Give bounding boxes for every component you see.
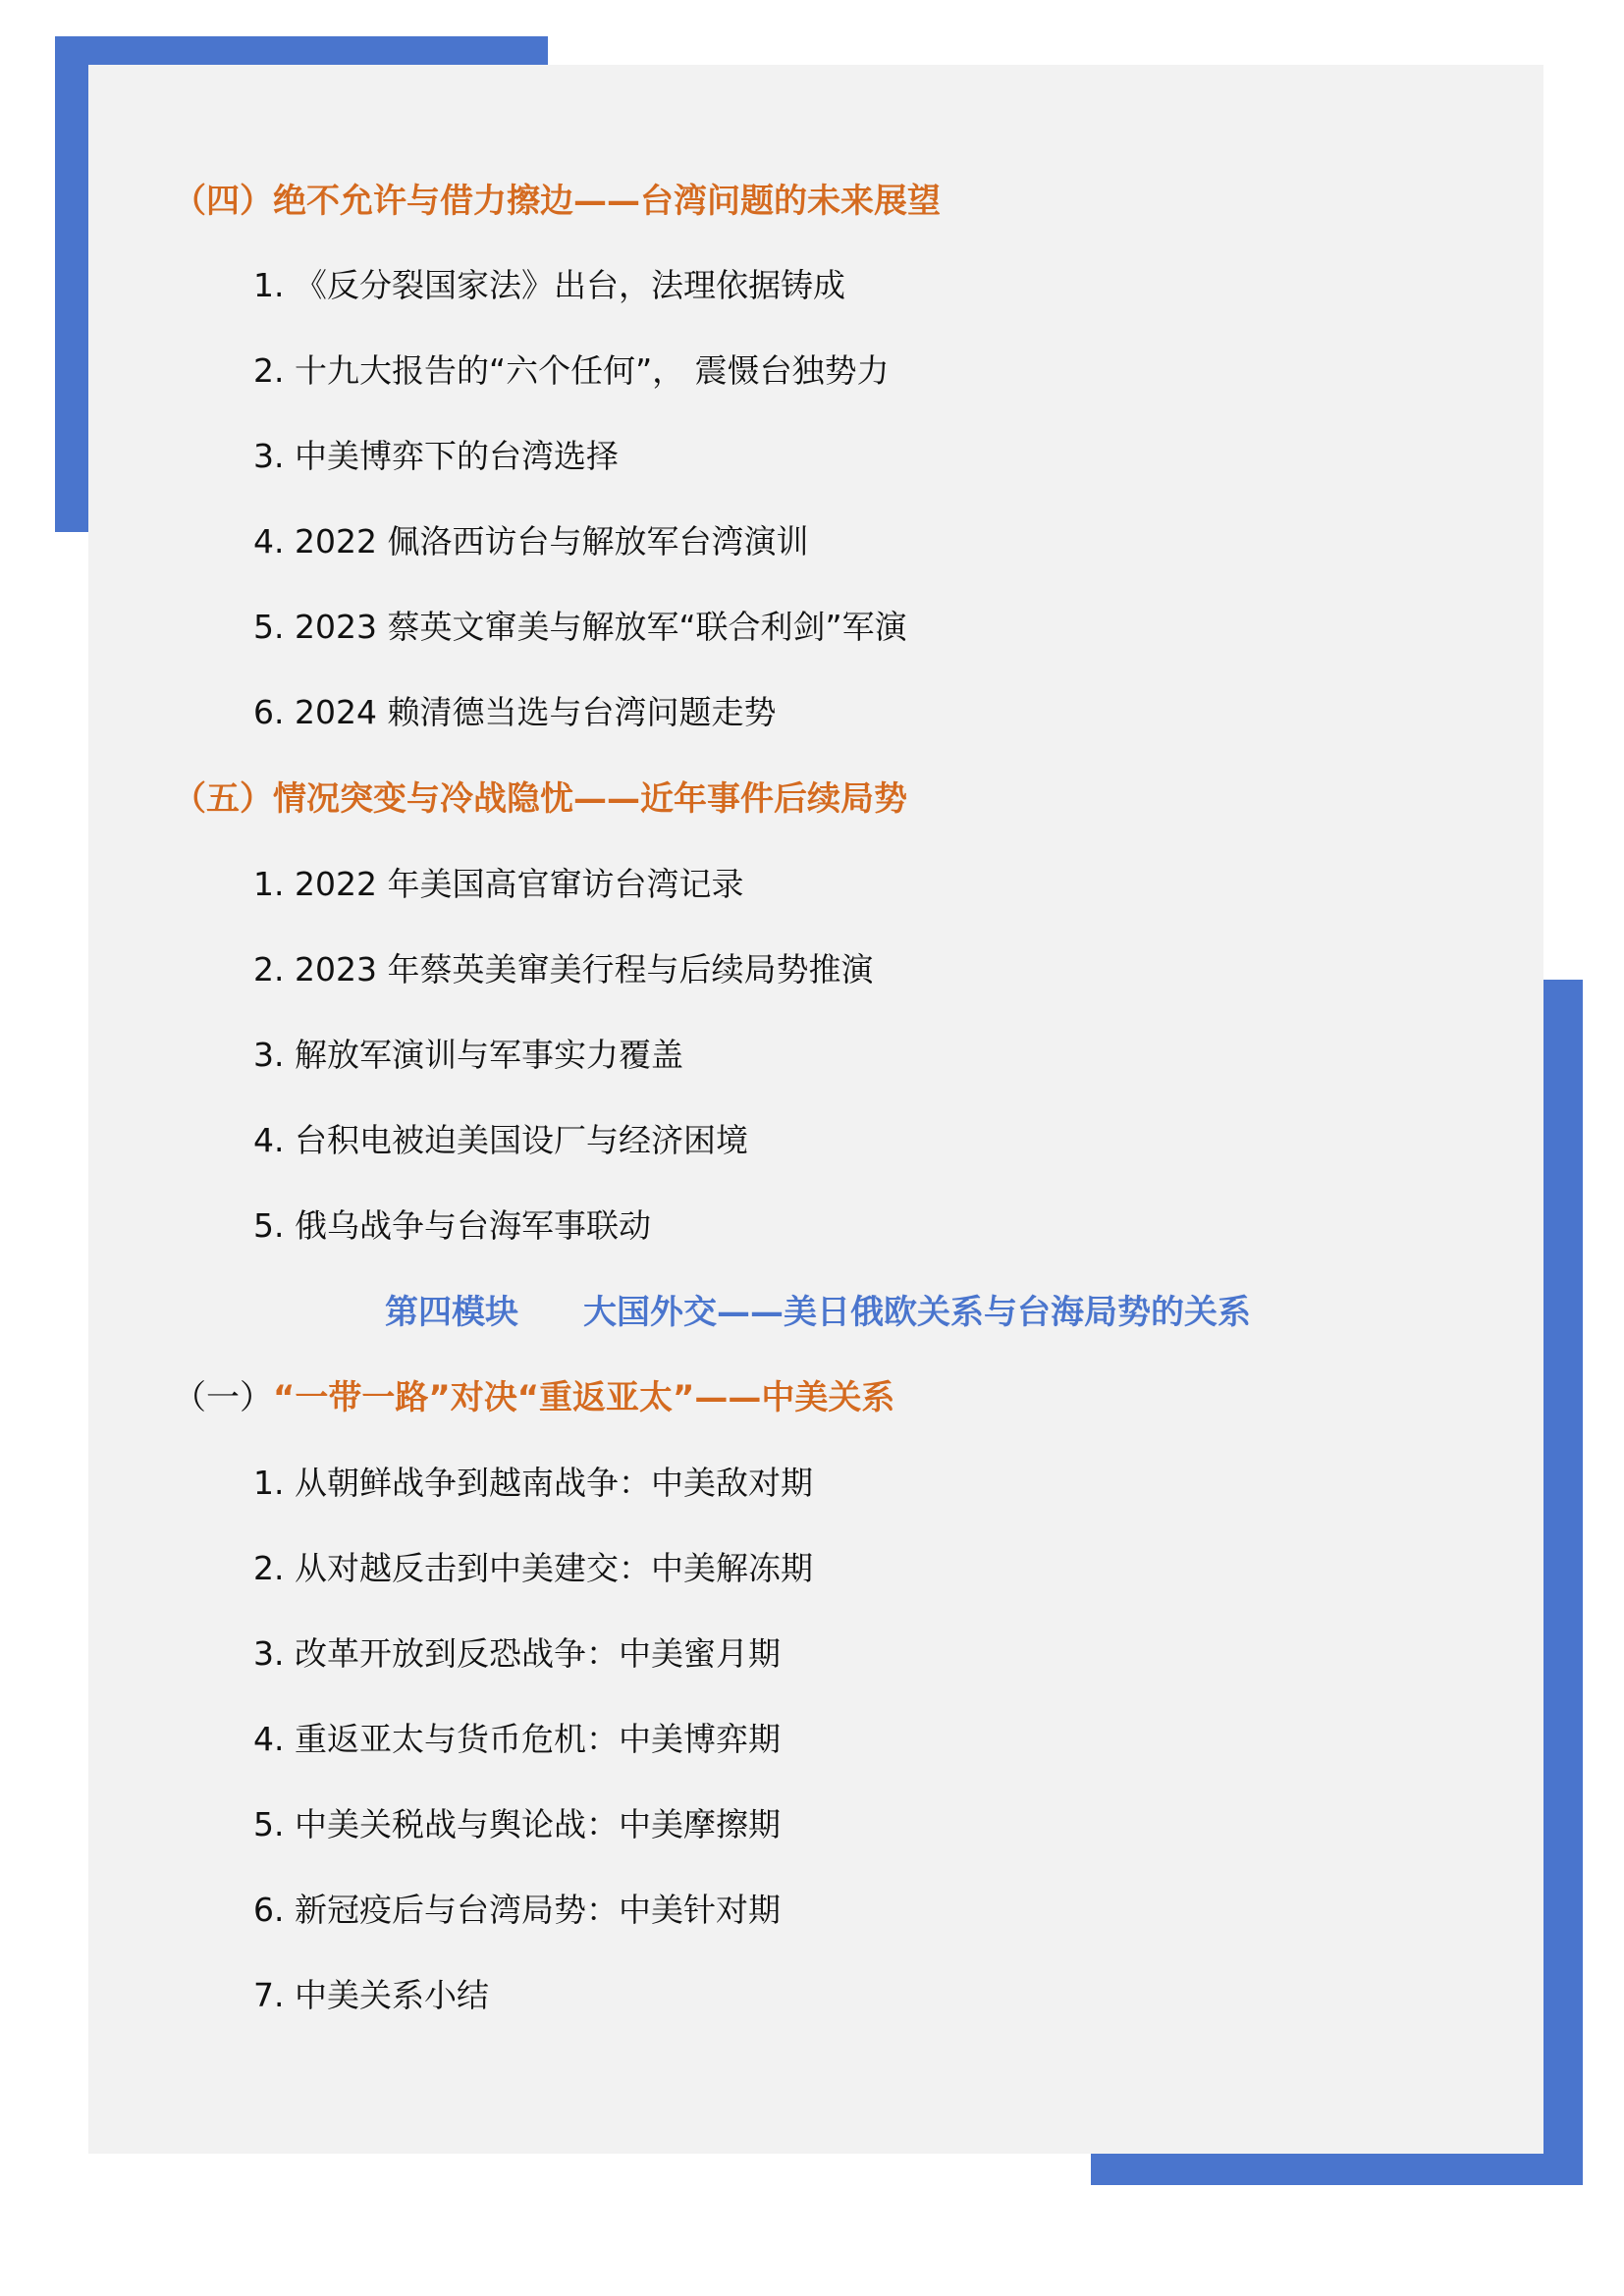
list-item: 5. 俄乌战争与台海军事联动	[253, 1206, 651, 1245]
list-item: 6. 新冠疫后与台湾局势：中美针对期	[253, 1891, 781, 1929]
list-item: 3. 解放军演训与军事实力覆盖	[253, 1036, 683, 1074]
module-title	[385, 1293, 1251, 1332]
list-item: 2. 十九大报告的“六个任何”， 震慑台独势力	[253, 351, 890, 390]
section-prefix: （一）	[173, 1378, 273, 1417]
list-item: 3. 中美博弈下的台湾选择	[253, 437, 619, 475]
list-item: 2. 从对越反击到中美建交：中美解冻期	[253, 1549, 813, 1587]
list-item: 4. 2022 佩洛西访台与解放军台湾演训	[253, 522, 809, 561]
section-heading-m4-1	[173, 1378, 895, 1417]
list-item: 6. 2024 赖清德当选与台湾问题走势	[253, 693, 777, 731]
list-item: 5. 中美关税战与舆论战：中美摩擦期	[253, 1805, 781, 1843]
module-label: 第四模块	[385, 1293, 518, 1332]
list-item: 1. 从朝鲜战争到越南战争：中美敌对期	[253, 1464, 813, 1502]
list-item: 4. 台积电被迫美国设厂与经济困境	[253, 1121, 748, 1159]
list-item: 1. 2022 年美国高官窜访台湾记录	[253, 865, 744, 903]
list-item: 5. 2023 蔡英文窜美与解放军“联合利剑”军演	[253, 608, 907, 646]
list-item: 7. 中美关系小结	[253, 1976, 489, 2014]
section-heading-text: “一带一路”对决“重返亚太”——中美关系	[273, 1378, 895, 1417]
section-heading-4: （四）绝不允许与借力擦边——台湾问题的未来展望	[173, 182, 941, 221]
module-subtitle: 大国外交——美日俄欧关系与台海局势的关系	[583, 1293, 1251, 1332]
list-item: 4. 重返亚太与货币危机：中美博弈期	[253, 1720, 781, 1758]
list-item: 3. 改革开放到反恐战争：中美蜜月期	[253, 1634, 781, 1673]
section-heading-5: （五）情况突变与冷战隐忧——近年事件后续局势	[173, 779, 907, 819]
list-item: 2. 2023 年蔡英美窜美行程与后续局势推演	[253, 950, 874, 988]
list-item: 1. 《反分裂国家法》出台，法理依据铸成	[253, 266, 845, 304]
